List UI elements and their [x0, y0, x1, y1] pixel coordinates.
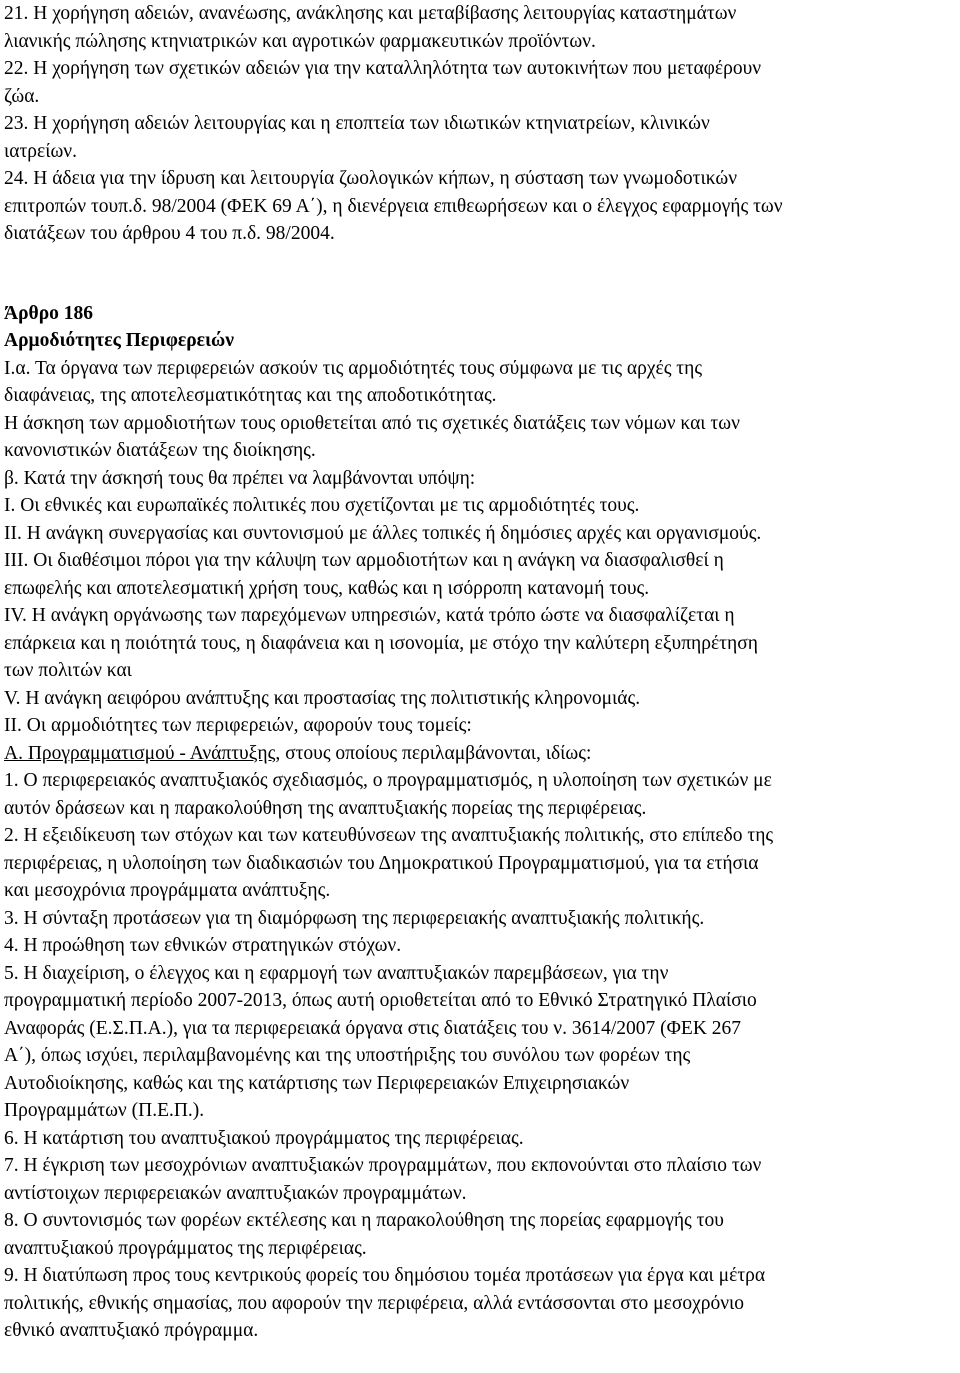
list-item-line: Προγραμμάτων (Π.Ε.Π.).: [4, 1100, 205, 1121]
list-item-line: 5. Η διαχείριση, ο έλεγχος και η εφαρμογή των αναπτυξιακών παρεμβάσεων, για την: [4, 962, 669, 984]
list-item-line: 8. Ο συντονισμός των φορέων εκτέλεσης και η παρακολούθηση της πορείας εφαρμογής του: [4, 1210, 724, 1231]
list-item-line: 7. Η έγκριση των μεσοχρόνιων αναπτυξιακών προγραμμάτων, που εκπονούνται στο πλαίσιο των: [4, 1155, 762, 1176]
text-line: β. Κατά την άσκησή τους θα πρέπει να λαμβάνονται υπόψη:: [4, 467, 476, 489]
prior-items-block: [4, 0, 956, 248]
text-line: III. Οι διαθέσιμοι πόροι για την κάλυψη των αρμοδιοτήτων και η ανάγκη να διασφαλισθεί η: [4, 550, 724, 571]
text-line: των πολιτών και: [4, 660, 132, 681]
text-line: επάρκεια και η ποιότητά τους, η διαφάνεια και η ισονομία, με στόχο την καλύτερη εξυπηρέτηση: [4, 632, 758, 654]
text-line: 23. Η χορήγηση αδειών λειτουργίας και η εποπτεία των ιδιωτικών κτηνιατρείων, κλινικών: [4, 113, 710, 134]
text-line: Η άσκηση των αρμοδιοτήτων τους οριοθετείται από τις σχετικές διατάξεις των νόμων και των: [4, 412, 740, 434]
list-item-line: 6. Η κατάρτιση του αναπτυξιακού προγράμματος της περιφέρειας.: [4, 1127, 524, 1149]
section-a-title: Α. Προγραμματισμού - Ανάπτυξης,: [4, 742, 281, 764]
article-number: Άρθρο 186: [4, 302, 94, 324]
text-line: 22. Η χορήγηση των σχετικών αδειών για την καταλληλότητα των αυτοκινήτων που μεταφέρουν: [4, 58, 762, 79]
list-item-line: Αυτοδιοίκησης, καθώς και της κατάρτισης των Περιφερειακών Επιχειρησιακών: [4, 1072, 630, 1094]
list-item-line: 3. Η σύνταξη προτάσεων για τη διαμόρφωση της περιφερειακής αναπτυξιακής πολιτικής.: [4, 907, 705, 929]
text-line: 21. Η χορήγηση αδειών, ανανέωσης, ανάκλησης και μεταβίβασης λειτουργίας καταστημάτων: [4, 3, 737, 24]
text-line: I.α. Τα όργανα των περιφερειών ασκούν τις αρμοδιότητές τους σύμφωνα με τις αρχές της: [4, 357, 703, 379]
text-line: II. Η ανάγκη συνεργασίας και συντονισμού με άλλες τοπικές ή δημόσιες αρχές και οργανισμούς.: [4, 522, 762, 544]
list-item-line: 4. Η προώθηση των εθνικών στρατηγικών στόχων.: [4, 935, 402, 956]
section-gap: [4, 248, 956, 300]
text-line: IV. Η ανάγκη οργάνωσης των παρεχόμενων υπηρεσιών, κατά τρόπο ώστε να διασφαλίζεται η: [4, 605, 735, 626]
text-line: ζώα.: [4, 85, 40, 107]
text-line: επιτροπών τουπ.δ. 98/2004 (ΦΕΚ 69 Α΄), η διενέργεια επιθεωρήσεων και ο έλεγχος εφαρμογής των: [4, 195, 783, 217]
list-item-line: 9. Η διατύπωση προς τους κεντρικούς φορείς του δημόσιου τομέα προτάσεων για έργα και μέτρα: [4, 1265, 766, 1286]
list-item-line: προγραμματική περίοδο 2007-2013, όπως αυτή οριοθετείται από το Εθνικό Στρατηγικό Πλαίσιο: [4, 990, 757, 1011]
section-a-line: [4, 740, 956, 768]
text-line: διαφάνειας, της αποτελεσματικότητας και της αποδοτικότητας.: [4, 385, 497, 406]
text-line: II. Οι αρμοδιότητες των περιφερειών, αφορούν τους τομείς:: [4, 715, 472, 736]
text-line: κανονιστικών διατάξεων της διοίκησης.: [4, 440, 316, 461]
section-a-rest: στους οποίους περιλαμβάνονται, ιδίως:: [280, 742, 592, 764]
list-item-line: 1. Ο περιφερειακός αναπτυξιακός σχεδιασμός, ο προγραμματισμός, η υλοποίηση των σχετικών με: [4, 770, 772, 791]
article-body: [4, 355, 956, 740]
list-item-line: εθνικό αναπτυξιακό πρόγραμμα.: [4, 1320, 259, 1341]
text-line: I. Οι εθνικές και ευρωπαϊκές πολιτικές που σχετίζονται με τις αρμοδιότητές τους.: [4, 495, 640, 516]
list-item-line: πολιτικής, εθνικής σημασίας, που αφορούν την περιφέρεια, αλλά εντάσσονται στο μεσοχρόνιο: [4, 1292, 745, 1314]
list-item-line: Α΄), όπως ισχύει, περιλαμβανομένης και της υποστήριξης του συνόλου των φορέων της: [4, 1045, 691, 1066]
document-page: [4, 0, 956, 1345]
list-item-line: και μεσοχρόνια προγράμματα ανάπτυξης.: [4, 880, 331, 901]
text-line: V. Η ανάγκη αειφόρου ανάπτυξης και προστασίας της πολιτιστικής κληρονομιάς.: [4, 687, 641, 709]
text-line: 24. Η άδεια για την ίδρυση και λειτουργία ζωολογικών κήπων, η σύσταση των γνωμοδοτικών: [4, 168, 738, 189]
list-item-line: περιφέρειας, η υλοποίηση των διαδικασιών του Δημοκρατικού Προγραμματισμού, για τα ετήσια: [4, 852, 759, 874]
list-item-line: 2. Η εξειδίκευση των στόχων και των κατευθύνσεων της αναπτυξιακής πολιτικής, στο επίπεδο της: [4, 825, 774, 846]
text-line: διατάξεων του άρθρου 4 του π.δ. 98/2004.: [4, 223, 335, 244]
list-item-line: αυτόν δράσεων και η παρακολούθηση της αναπτυξιακής πορείας της περιφέρειας.: [4, 797, 647, 819]
list-item-line: αντίστοιχων περιφερειακών αναπτυξιακών προγραμμάτων.: [4, 1182, 467, 1204]
text-line: ιατρείων.: [4, 140, 77, 162]
text-line: επωφελής και αποτελεσματική χρήση τους, καθώς και η ισόρροπη κατανομή τους.: [4, 577, 650, 599]
list-item-line: Αναφοράς (Ε.Σ.Π.Α.), για τα περιφερειακά όργανα στις διατάξεις του ν. 3614/2007 (ΦΕΚ 267: [4, 1017, 742, 1039]
section-a-items: [4, 767, 956, 1345]
list-item-line: αναπτυξιακού προγράμματος της περιφέρειας.: [4, 1237, 367, 1259]
article-title: Αρμοδιότητες Περιφερειών: [4, 330, 234, 351]
text-line: λιανικής πώλησης κτηνιατρικών και αγροτικών φαρμακευτικών προϊόντων.: [4, 30, 596, 52]
